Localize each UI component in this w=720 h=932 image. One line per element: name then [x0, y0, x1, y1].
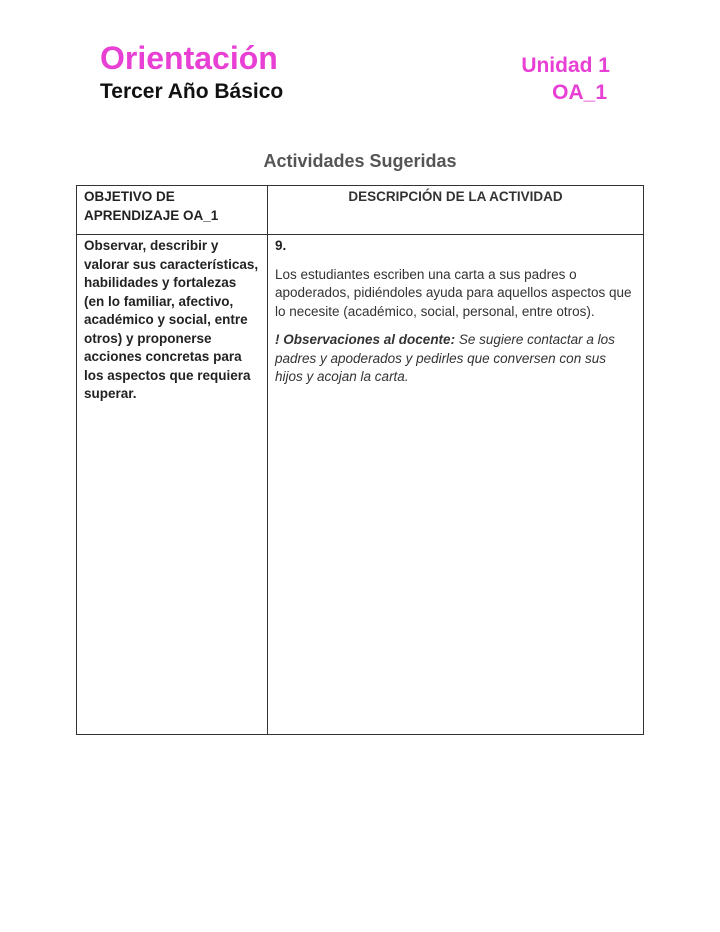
grade-subtitle: Tercer Año Básico: [100, 80, 284, 103]
activities-table: [76, 185, 644, 735]
section-title: Actividades Sugeridas: [263, 151, 457, 171]
unit-label: Unidad 1: [521, 54, 610, 77]
table-header-row: [77, 186, 644, 235]
subject-title: Orientación: [100, 40, 278, 76]
teacher-observations: [275, 331, 636, 387]
activity-number: 9.: [275, 238, 287, 253]
objective-header: OBJETIVO DE APRENDIZAJE OA_1: [77, 186, 268, 235]
observations-label: ! Observaciones al docente:: [275, 332, 456, 347]
oa-code-label: OA_1: [552, 81, 607, 104]
description-header: DESCRIPCIÓN DE LA ACTIVIDAD: [268, 186, 644, 235]
observations-text: Se sugiere contactar a los padres y apoderados y pedirles que conversen con sus hijos y acojan la carta.: [275, 332, 615, 384]
activity-description: Los estudiantes escriben una carta a sus padres o apoderados, pidiéndoles ayuda para aquellos aspectos que lo necesite (académico, social, personal, entre otros).: [275, 266, 632, 319]
table-row: [77, 235, 644, 735]
objective-cell: Observar, describir y valorar sus características, habilidades y fortalezas (en lo familiar, afectivo, académico y social, entre otros) y proponerse acciones concretas para los aspectos que requiera superar.: [77, 235, 268, 735]
description-cell: [268, 235, 644, 735]
